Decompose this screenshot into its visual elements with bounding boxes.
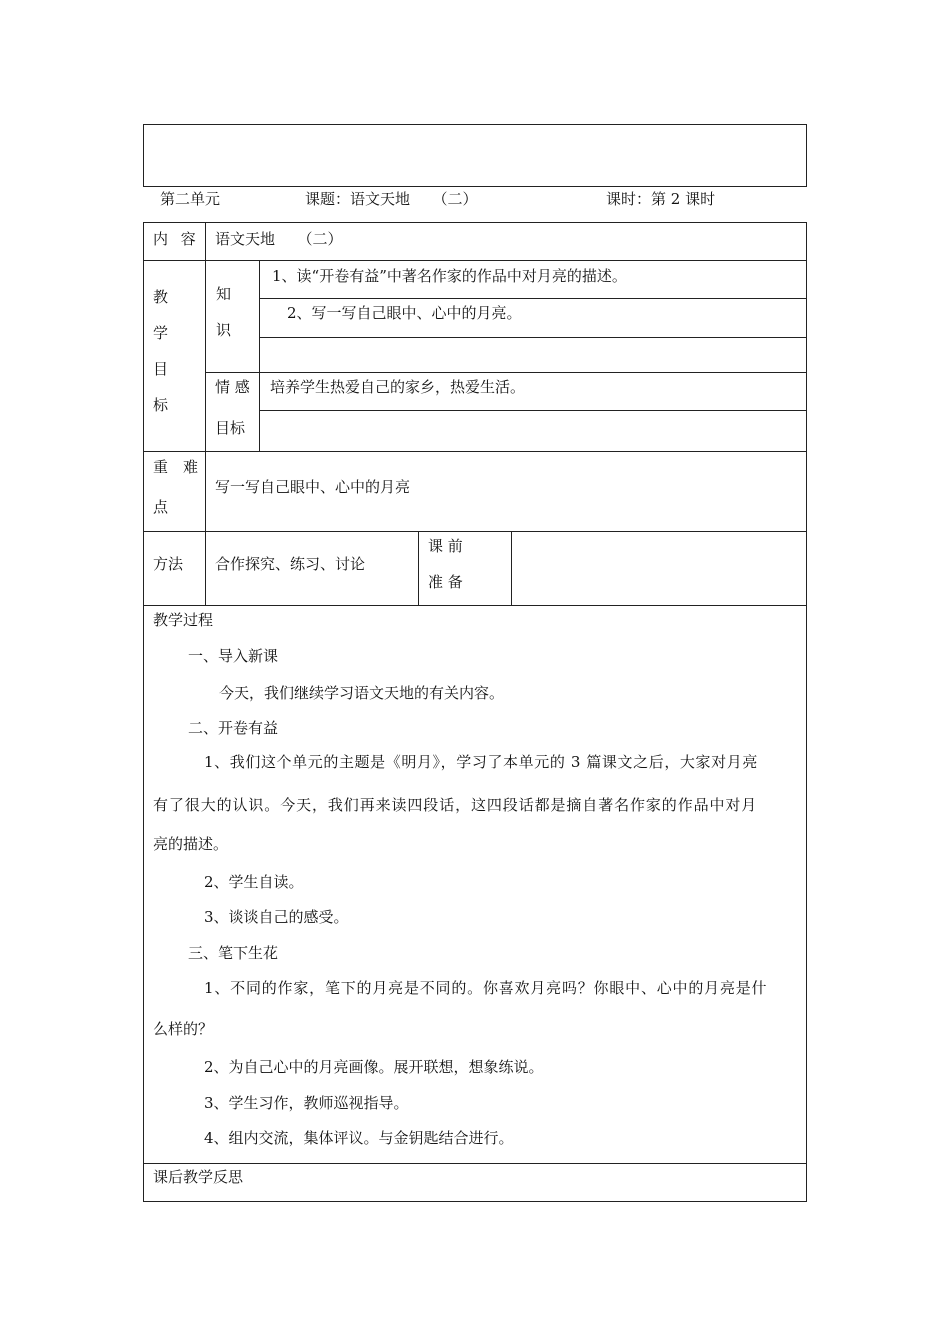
process-line: 一、导入新课: [188, 647, 279, 665]
process-line: 么样的？: [153, 1020, 214, 1038]
content-label: 内 容: [153, 230, 200, 248]
lesson-table: [143, 222, 807, 1202]
content-value: 语文天地 （二）: [215, 230, 343, 248]
row-divider: [143, 531, 807, 532]
row-divider: [205, 372, 807, 373]
method-label: 方法: [153, 555, 184, 573]
key-label-2: 点: [153, 498, 169, 516]
unit-label: 第二单元: [160, 190, 221, 208]
col-divider: [511, 531, 512, 605]
hours-label: 课时：第 2 课时: [606, 190, 716, 208]
process-line: 3、谈谈自己的感受。: [204, 908, 349, 926]
process-line: 3、学生习作，教师巡视指导。: [204, 1094, 409, 1112]
row-divider: [259, 298, 807, 299]
process-line: 三、笔下生花: [188, 944, 279, 962]
emotion-label-1: 情 感: [215, 378, 250, 396]
row-divider: [143, 605, 807, 606]
process-line: 2、学生自读。: [204, 873, 304, 891]
row-divider: [143, 451, 807, 452]
goals-label-4: 标: [153, 396, 169, 414]
process-line: 1、不同的作家，笔下的月亮是不同的。你喜欢月亮吗？你眼中、心中的月亮是什: [204, 979, 768, 997]
process-line: 有了很大的认识。今天，我们再来读四段话，这四段话都是摘自著名作家的作品中对月: [153, 796, 758, 814]
prep-label-1: 课 前: [428, 537, 463, 555]
prep-label-2: 准 备: [428, 573, 463, 591]
process-title: 教学过程: [153, 611, 214, 629]
method-value: 合作探究、练习、讨论: [215, 555, 366, 573]
key-label-1: 重 难: [153, 458, 199, 476]
goals-label-1: 教: [153, 288, 169, 306]
emotion-label-2: 目标: [215, 419, 246, 437]
row-divider: [259, 410, 807, 411]
knowledge-item-1: 1、读“开卷有益”中著名作家的作品中对月亮的描述。: [272, 267, 627, 285]
col-divider: [418, 531, 419, 605]
row-divider: [143, 260, 807, 261]
process-line: 4、组内交流，集体评议。与金钥匙结合进行。: [204, 1129, 514, 1147]
goals-label-2: 学: [153, 324, 169, 342]
goals-label-3: 目: [153, 360, 169, 378]
knowledge-item-2: 2、写一写自己眼中、心中的月亮。: [287, 304, 522, 322]
knowledge-label-1: 知: [216, 285, 232, 303]
process-line: 今天，我们继续学习语文天地的有关内容。: [219, 684, 505, 702]
col-divider: [205, 222, 206, 605]
col-divider: [259, 260, 260, 451]
process-line: 1、我们这个单元的主题是《明月》，学习了本单元的 3 篇课文之后，大家对月亮: [204, 753, 758, 771]
row-divider: [143, 1163, 807, 1164]
topic-label: 课题：语文天地 （二）: [305, 190, 478, 208]
process-line: 2、为自己心中的月亮画像。展开联想，想象练说。: [204, 1058, 544, 1076]
knowledge-label-2: 识: [216, 321, 232, 339]
process-line: 二、开卷有益: [188, 719, 279, 737]
process-line: 亮的描述。: [153, 835, 229, 853]
row-divider: [259, 337, 807, 338]
reflection-label: 课后教学反思: [153, 1168, 244, 1186]
emotion-value: 培养学生热爱自己的家乡，热爱生活。: [270, 378, 526, 396]
top-blank-box: [143, 124, 807, 187]
key-value: 写一写自己眼中、心中的月亮: [215, 478, 411, 496]
